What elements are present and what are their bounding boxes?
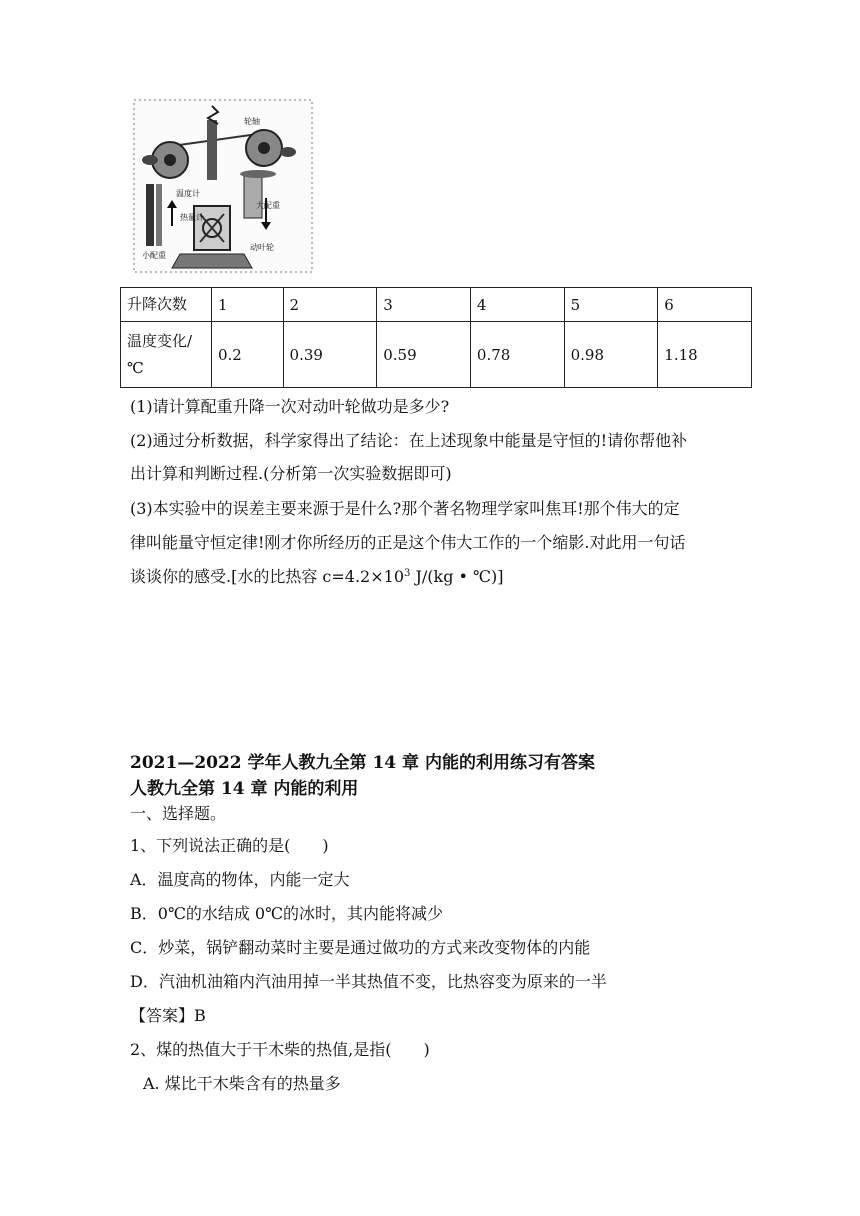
table-row [121,288,752,322]
item-2-stem: 2、煤的热值大于干木柴的热值,是指( ) [130,1040,430,1059]
question-2-line-2: 出计算和判断过程.(分析第一次实验数据即可) [130,464,452,483]
label-thermometer: 温度计 [176,189,200,198]
table-cell: 6 [658,288,752,322]
label-calorimeter: 热量计 [180,213,204,222]
label-big-weight: 大配重 [256,201,280,210]
q3-text-pre: 谈谈你的感受.[水的比热容 c=4.2×10 [130,567,404,586]
label-wheel-axle: 轮轴 [244,117,260,126]
data-table [120,287,752,388]
table-cell: 5 [564,288,658,322]
item-1-answer: 【答案】B [130,1006,206,1025]
question-1: (1)请计算配重升降一次对动叶轮做功是多少? [130,397,450,416]
table-header-cell [121,322,212,388]
question-2-line-1: (2)通过分析数据，科学家得出了结论：在上述现象中能量是守恒的!请你帮他补 [130,431,688,450]
part-heading: 一、选择题。 [130,804,227,823]
item-1-option-a: A．温度高的物体，内能一定大 [130,870,350,889]
section-title-2: 人教九全第 14 章 内能的利用 [130,779,359,799]
table-cell: 0.78 [470,322,564,388]
table-cell: 3 [377,288,471,322]
table-cell: 0.59 [377,322,471,388]
section-title-1: 2021—2022 学年人教九全第 14 章 内能的利用练习有答案 [130,753,595,773]
table-header-cell: 升降次数 [121,288,212,322]
item-1-stem: 1、下列说法正确的是( ) [130,836,329,855]
item-1-option-d: D．汽油机油箱内汽油用掉一半其热值不变，比热容变为原来的一半 [130,972,607,991]
item-1-option-b: B．0℃的水结成 0℃的冰时，其内能将减少 [130,904,444,923]
label-small-weight: 小配重 [142,251,166,260]
item-2-option-a: A. 煤比干木柴含有的热量多 [143,1074,341,1093]
q3-text-post: J/(kg • ℃)] [410,567,504,586]
joule-apparatus-figure [132,98,314,274]
question-3-line-1: (3)本实验中的误差主要来源于是什么?那个著名物理学家叫焦耳!那个伟大的定 [130,499,680,518]
apparatus-drawing [132,98,314,274]
label-paddle-wheel: 动叶轮 [250,243,274,252]
table-cell: 0.2 [212,322,284,388]
table-cell: 2 [283,288,377,322]
header-line-2: ℃ [127,358,144,377]
header-line-1: 温度变化/ [127,331,193,350]
table-cell: 1 [212,288,284,322]
table-cell: 1.18 [658,322,752,388]
table-cell: 0.98 [564,322,658,388]
table-row [121,322,752,388]
table-cell: 4 [470,288,564,322]
question-3-line-2: 律叫能量守恒定律!刚才你所经历的正是这个伟大工作的一个缩影.对此用一句话 [130,533,686,552]
table-cell: 0.39 [283,322,377,388]
item-1-option-c: C．炒菜，锅铲翻动菜时主要是通过做功的方式来改变物体的内能 [130,938,591,957]
question-3-line-3 [130,564,503,587]
q3-exponent: 3 [404,568,411,579]
